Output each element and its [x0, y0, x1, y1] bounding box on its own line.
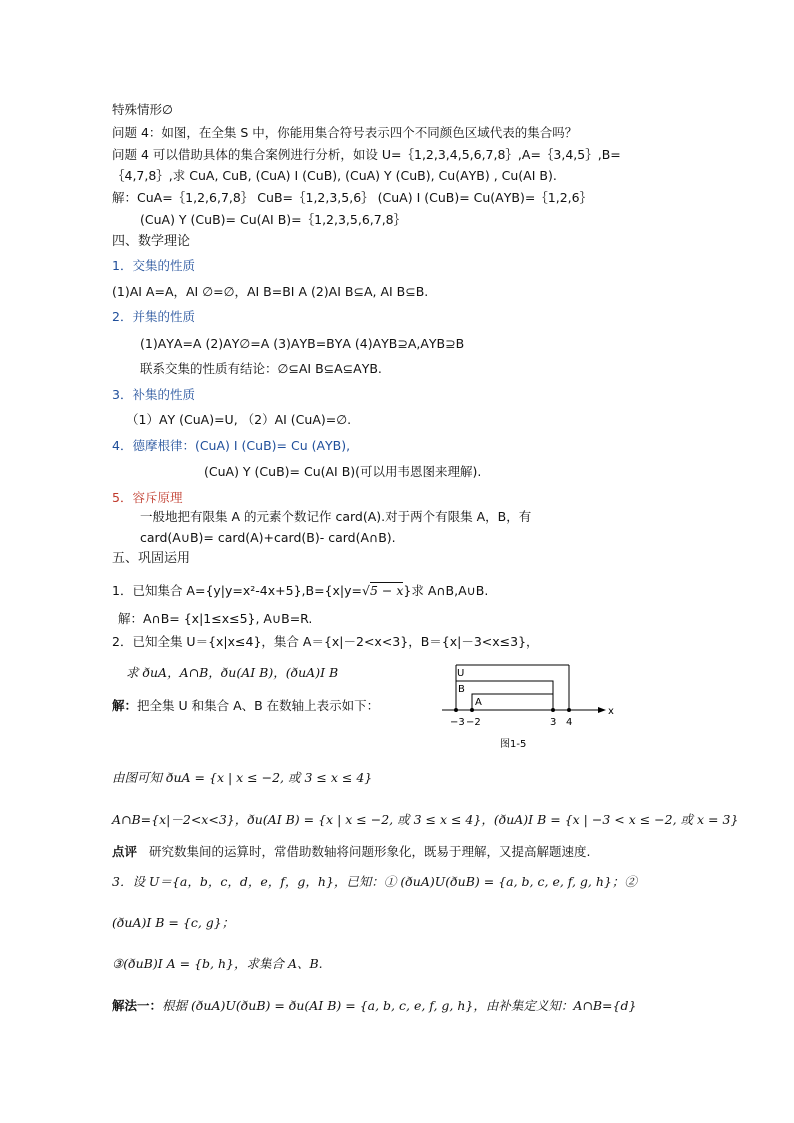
exercise-1-tail: }求 A∩B,A∪B.	[403, 583, 489, 598]
number-line-figure	[440, 660, 620, 752]
inclusion-exclusion-formula: card(A∪B)= card(A)+card(B)- card(A∩B).	[140, 530, 396, 545]
solution-line-2: (CuA) Υ (CuB)= Cu(AΙ B)=｛1,2,3,5,6,7,8｝	[140, 212, 407, 227]
de-morgan-law-2: (CuA) Υ (CuB)= Cu(AΙ B)(可以用韦恩图来理解).	[204, 464, 482, 479]
point-neg2	[470, 708, 474, 712]
tick-neg3: −3	[450, 717, 465, 728]
complement-properties: （1）AΥ (CuA)=U, （2）AΙ (CuA)=∅.	[126, 412, 352, 427]
exercise-3-condition-3: ③(ð𝑢B)Ι A = {b, h}，求集合 A、B.	[112, 956, 323, 971]
point-neg3	[454, 708, 458, 712]
sqrt-radicand: 5 − x	[369, 583, 404, 598]
solution-line-1: 解：CuA=｛1,2,6,7,8｝ CuB=｛1,2,3,5,6｝ (CuA) Ι (CuB)= Cu(AΥB)=｛1,2,6｝	[112, 190, 593, 205]
method-one-label: 解法一：	[112, 998, 163, 1013]
inclusion-exclusion-text: 一般地把有限集 A 的元素个数记作 card(A).对于两个有限集 A，B，有	[140, 509, 532, 524]
method-one-text: 根据 (ð𝑢A)U(ð𝑢B) = ð𝑢(AΙ B) = {a, b, c, e, f, g, h}，由补集定义知：A∩B={d}	[162, 998, 637, 1013]
question-4-analysis: 问题 4 可以借助具体的集合案例进行分析，如设 U=｛1,2,3,4,5,6,7,8｝,A=｛3,4,5｝,B=	[112, 147, 621, 162]
de-morgan-law-1: 4．德摩根律：(CuA) Ι (CuB)= Cu (AΥB),	[112, 438, 351, 453]
section-heading-practice: 五、巩固运用	[112, 551, 191, 566]
from-figure-line: 由图可知 ð𝑢A = {x | x ≤ −2, 或 3 ≤ x ≤ 4}	[112, 770, 373, 785]
results-line: A∩B={x|－2<x<3}，ð𝑢(AΙ B) = {x | x ≤ −2, 或 3 ≤ x ≤ 4}，(ð𝑢A)Ι B = {x | −3 < x ≤ −2, 或 x = 3}	[112, 812, 739, 827]
exercise-1-solution: 解：A∩B= {x|1≤x≤5}, A∪B=R.	[118, 611, 313, 626]
set-a-box	[472, 694, 553, 710]
comment-text: 研究数集间的运算时，常借助数轴将问题形象化，既易于理解，又提高解题速度.	[148, 844, 591, 859]
heading-intersection-properties: 1．交集的性质	[112, 258, 195, 273]
axis-label-x: x	[608, 706, 614, 717]
heading-union-properties: 2．并集的性质	[112, 309, 195, 324]
heading-complement-properties: 3．补集的性质	[112, 387, 195, 402]
exercise-3-condition-2: (ð𝑢A)Ι B = {c, g}；	[112, 915, 235, 930]
exercise-1	[112, 582, 488, 599]
label-a: A	[475, 697, 482, 708]
tick-4: 4	[566, 717, 573, 728]
point-4	[567, 708, 571, 712]
section-heading-theory: 四、数学理论	[112, 234, 191, 249]
exercise-2-ask: 求 ð𝑢A，A∩B，ð𝑢(AΙ B)，(ð𝑢A)Ι B	[126, 665, 339, 680]
exercise-1-text: 1．已知集合 A={y|y=x²-4x+5},B={x|y=	[112, 583, 362, 598]
point-3	[551, 708, 555, 712]
combined-conclusion: 联系交集的性质有结论：∅⊆AΙ B⊆A⊆AΥB.	[140, 361, 382, 376]
question-4: 问题 4：如图，在全集 S 中，你能用集合符号表示四个不同颜色区域代表的集合吗？	[112, 125, 578, 140]
label-b: B	[458, 684, 465, 695]
figure-caption: 图1-5	[500, 739, 527, 750]
label-u: U	[457, 668, 465, 679]
line-special-case: 特殊情形∅	[112, 102, 173, 117]
union-properties: (1)AΥA=A (2)AΥ∅=A (3)AΥB=BΥA (4)AΥB⊇A,AΥB⊇B	[140, 336, 465, 351]
set-b-box	[456, 681, 553, 710]
sqrt-sign: √	[362, 583, 370, 598]
axis-arrow	[598, 707, 606, 713]
intersection-properties: (1)AΙ A=A，AΙ ∅=∅，AΙ B=BΙ A (2)AΙ B⊆A, AΙ B⊆B.	[112, 284, 429, 299]
tick-neg2: −2	[466, 717, 481, 728]
heading-inclusion-exclusion: 5．容斥原理	[112, 490, 183, 505]
question-4-analysis-cont: ｛4,7,8｝,求 CuA, CuB, (CuA) Ι (CuB), (CuA) Υ (CuB), Cu(AΥB) , Cu(AΙ B).	[112, 168, 557, 183]
solution-text: 把全集 U 和集合 A、B 在数轴上表示如下：	[137, 698, 380, 713]
exercise-2-solution	[112, 697, 379, 714]
exercise-2: 2．已知全集 U＝{x|x≤4}，集合 A＝{x|－2<x<3}，B＝{x|－3<x≤3}，	[112, 634, 539, 649]
exercise-3: 3．设 U＝{a，b，c，d，e，f，g，h}，已知：① (ð𝑢A)U(ð𝑢B) = {a, b, c, e, f, g, h}；②	[112, 874, 637, 889]
comment-label: 点评	[112, 844, 138, 859]
solution-label: 解：	[112, 698, 138, 713]
method-one-line	[112, 997, 636, 1014]
comment-line	[112, 843, 590, 860]
tick-3: 3	[550, 717, 557, 728]
